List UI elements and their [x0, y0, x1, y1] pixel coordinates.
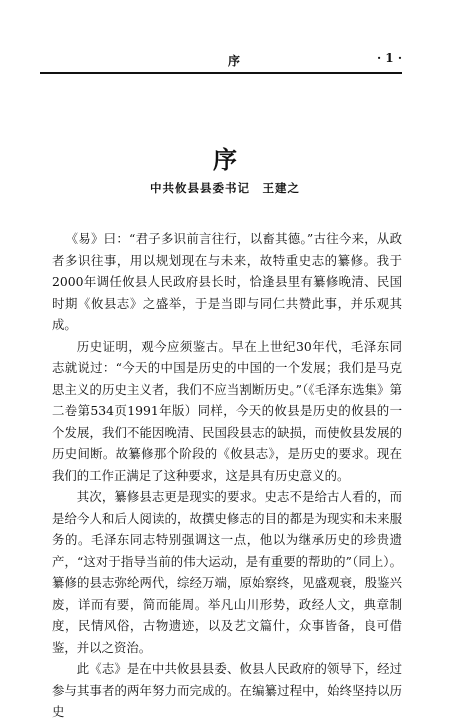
paragraph-4: 此《志》是在中共攸县县委、攸县人民政府的领导下，经过参与其事者的两年努力而完成的。在编纂过程中，始终坚持以历史 — [52, 661, 402, 719]
chapter-title: 序 — [213, 145, 237, 174]
paragraph-3: 其次，纂修县志更是现实的要求。史志不是给古人看的，而是给今人和后人阅读的，故撰史修志的目的都是为现实和未来服务的。毛泽东同志特别强调这一点，他以为继承历史的珍贵遗产，“这对于指导当前的伟大运动，是有重要的帮助的”（同上）。纂修的县志弥纶两代，综经万端，原始察终，见盛观衰，殷鉴兴废，详而有要，简而能周。举凡山川形势，政经人文，典章制度，民情风俗，古物遗迹，以及艺文篇什，众事皆备，良可借鉴，并以之资治。 — [52, 489, 402, 655]
paragraph-2: 历史证明，观今应须鉴古。早在上世纪30年代，毛泽东同志就说过：“今天的中国是历史的中国的一个发展；我们是马克思主义的历史主义者，我们不应当割断历史。”（《毛泽东选集》第二卷第534页1991年版）同样，今天的攸县是历史的攸县的一个发展，我们不能因晚清、民国段县志的缺损，而使攸县发展的历史间断。故纂修那个阶段的《攸县志》，是历史的要求。现在我们的工作正满足了这种要求，这是具有历史意义的。 — [52, 338, 402, 483]
paragraph-1: 《易》曰：“君子多识前言往行，以畜其德。”古往今来，从政者多识往事，用以规划现在与未来，故特重史志的纂修。我于2000年调任攸县人民政府县长时，恰逢县里有纂修晚清、民国时期《攸县志》之盛举，于是当即与同仁共赞此事，并乐观其成。 — [52, 231, 402, 332]
body-text — [52, 228, 402, 723]
page-number: · 1 · — [376, 51, 402, 65]
author-line: 中共攸县县委书记 王建之 — [150, 181, 300, 195]
running-title: 序 — [228, 54, 241, 68]
page-header — [40, 50, 402, 72]
header-rule — [40, 72, 402, 74]
